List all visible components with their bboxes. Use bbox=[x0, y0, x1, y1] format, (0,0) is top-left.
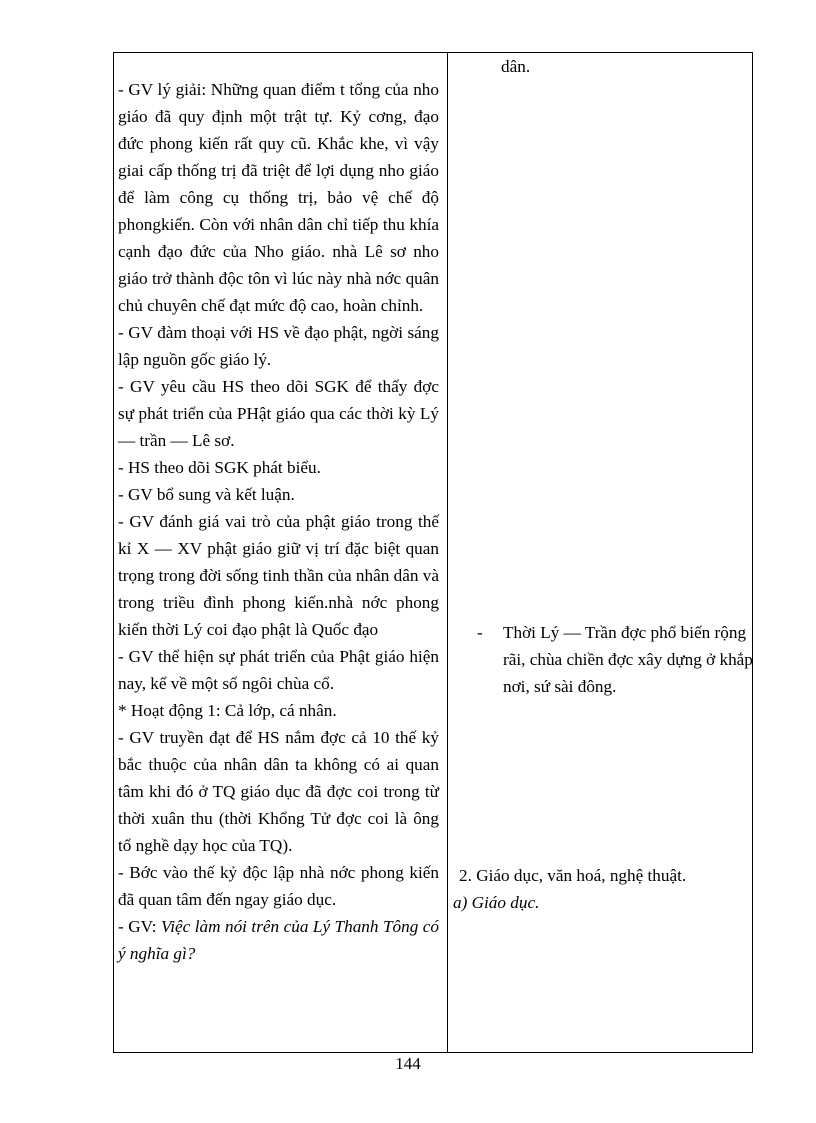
bullet-dash: - bbox=[477, 623, 483, 642]
paragraph-hs-phat-bieu: - HS theo dõi SGK phát biểu. bbox=[118, 458, 321, 477]
paragraph-gv-ly-giai: - GV lý giải: Những quan điểm t tổng của nho giáo đã quy định một trật tự. Kỷ cơng, đạo đức phong kiến rất quy cũ. Khắc khe, vì vậy giai cấp thống trị đã triệt để lợi dụng nho giáo để làm công cụ thống trị, bảo vệ chế độ phongkiến. Còn với nhân dân chỉ tiếp thu khía cạnh đạo đức của Nho giáo. nhà Lê sơ nho giáo trở thành độc tôn vì lúc này nhà nớc quân chủ chuyên chế đạt mức độ cao, hoàn chỉnh. bbox=[118, 80, 439, 315]
paragraph-buoc-vao: - Bớc vào thế kỷ độc lập nhà nớc phong kiến đã quan tâm đến ngay giáo dục. bbox=[118, 863, 439, 909]
continued-word: dân. bbox=[501, 57, 531, 76]
question-text: Việc làm nói trên của Lý Thanh Tông có ý nghĩa gì? bbox=[118, 917, 439, 963]
column-divider bbox=[447, 53, 448, 1052]
paragraph-truyen-dat: - GV truyền đạt để HS nắm đợc cả 10 thế kỷ bắc thuộc của nhân dân ta không có ai quan tâm khi đó ở TQ giáo dục đã đợc coi trong từ thời xuân thu (thời Khổng Tử đợc coi là ông tổ nghề dạy học của TQ). bbox=[118, 728, 439, 855]
page-number: 144 bbox=[395, 1054, 421, 1073]
bullet-text: Thời Lý — Trần đợc phổ biến rộng rãi, chùa chiền đợc xây dựng ở khắp nơi, sứ sài đông. bbox=[503, 623, 753, 696]
paragraph-question bbox=[118, 913, 439, 967]
paragraph-phat-trien: - GV thể hiện sự phát triển của Phật giáo hiện nay, kể về một số ngôi chùa cổ. bbox=[118, 647, 439, 693]
teacher-activities-column bbox=[118, 76, 439, 967]
paragraph-hoat-dong: * Hoạt động 1: Cả lớp, cá nhân. bbox=[118, 701, 337, 720]
subsection-heading: a) Giáo dục. bbox=[453, 893, 540, 912]
paragraph-ket-luan: - GV bổ sung và kết luận. bbox=[118, 485, 295, 504]
lesson-table bbox=[113, 52, 753, 1053]
section-heading: 2. Giáo dục, văn hoá, nghệ thuật. bbox=[459, 866, 687, 885]
paragraph-danh-gia: - GV đánh giá vai trò của phật giáo trong thế kỉ X — XV phật giáo giữ vị trí đặc biệt quan trọng trong đời sống tinh thần của nhân dân và trong triều đình phong kiến.nhà nớc phong kiến thời Lý coi đạo phật là Quốc đạo bbox=[118, 512, 439, 639]
paragraph-yeu-cau-hs: - GV yêu cầu HS theo dõi SGK để thấy đợc sự phát triển của PHật giáo qua các thời kỳ Lý — trần — Lê sơ. bbox=[118, 377, 439, 450]
question-prefix: - GV: bbox=[118, 917, 161, 936]
paragraph-dam-thoai: - GV đàm thoại với HS về đạo phật, ngời sáng lập nguồn gốc giáo lý. bbox=[118, 323, 439, 369]
